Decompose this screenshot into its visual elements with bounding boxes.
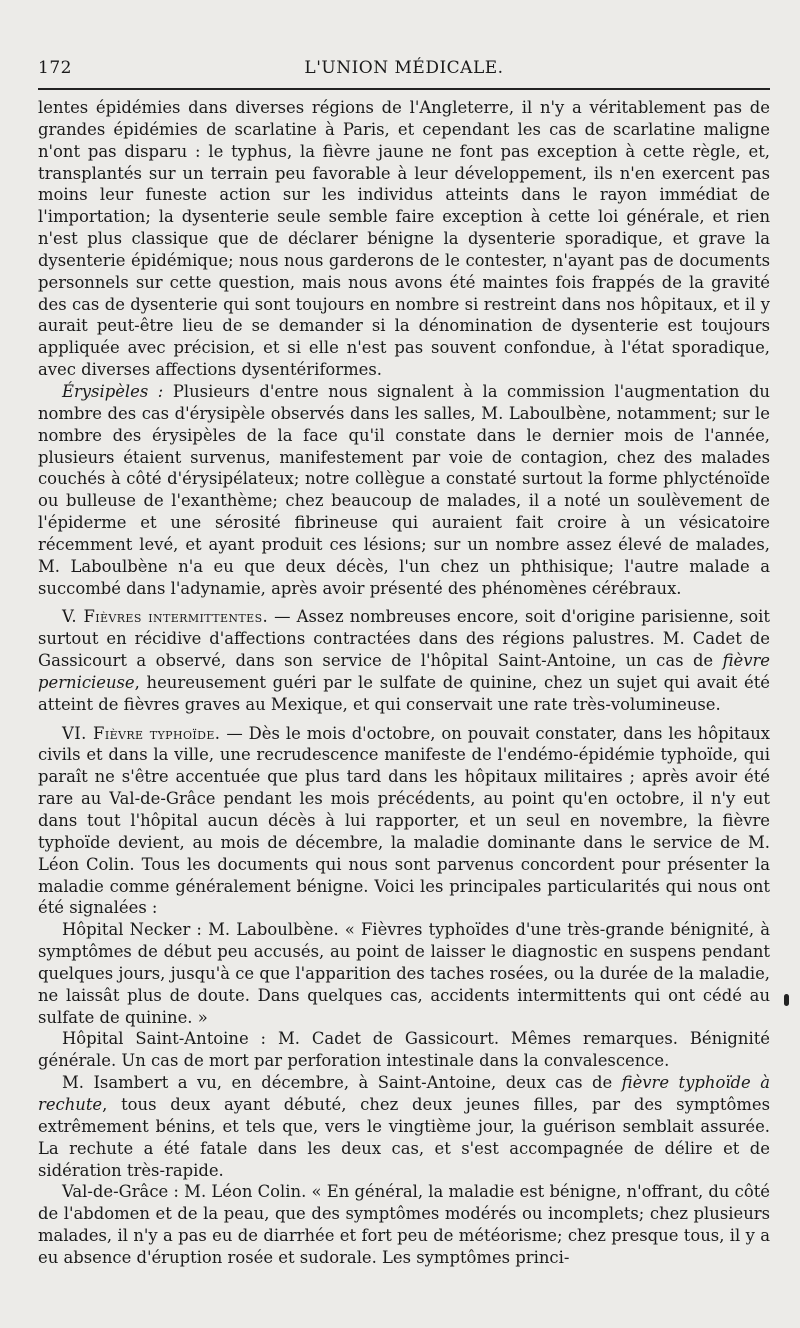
fievres-text-b: , heureusement guéri par le sulfate de quinine, chez un sujet qui avait été atteint de fièvres graves au Mexique, et qui conservait une rate très-volumineuse. — [38, 672, 770, 714]
header-rule — [38, 88, 770, 90]
article-body — [38, 97, 770, 1269]
paragraph-fievre-typhoide — [38, 723, 770, 920]
margin-ink-mark — [784, 994, 789, 1006]
paragraph-hopital-necker: Hôpital Necker : M. Laboulbène. « Fièvres typhoïdes d'une très-grande bénignité, à symptômes de début peu accusés, au point de laisser le diagnostic en suspens pendant quelques jours, jusqu'à ce que l'apparition des taches rosées, ou la durée de la maladie, ne laissât plus de doute. Dans quelques cas, accidents intermittents qui ont cédé au sulfate de quinine. » — [38, 920, 770, 1027]
paragraph-erysipeles — [38, 381, 770, 599]
paragraph-fievres-intermittentes — [38, 606, 770, 715]
isambert-text-a: M. Isambert a vu, en décembre, à Saint-Antoine, deux cas de — [62, 1073, 622, 1093]
paragraph-isambert — [38, 1072, 770, 1181]
isambert-text-b: , tous deux ayant débuté, chez deux jeunes filles, par des symptômes extrêmement bénins, et tels que, vers le vingtième jour, la guérison semblait assurée. La rechute a été fatale dans les deux cas, et s'est accompagnée de délire et de sidération très-rapide. — [38, 1094, 770, 1180]
paragraph-val-de-grace: Val-de-Grâce : M. Léon Colin. « En général, la maladie est bénigne, n'offrant, du côté de l'abdomen et de la peau, que des symptômes modérés ou incomplets; chez plusieurs malades, il n'y a pas eu de diarrhée et fort peu de météorisme; chez presque tous, il y a eu absence d'éruption rosée et sudorale. Les symptômes princi- — [38, 1182, 770, 1267]
typhoide-text: — Dès le mois d'octobre, on pouvait constater, dans les hôpitaux civils et dans la ville, une recrudescence manifeste de l'endémo-épidémie typhoïde, qui paraît ne s'être accentuée que plus tard dans les hôpitaux militaires ; après avoir été rare au Val-de-Grâce pendant les mois précédents, au point qu'en octobre, il n'y eut dans tout l'hôpital aucun décès à lui rapporter, et un seul en novembre, la fièvre typhoïde devient, au mois de décembre, la maladie dominante dans le service de M. Léon Colin. Tous les documents qui nous sont parvenus concordent pour présenter la maladie comme généralement bénigne. Voici les principales particularités qui nous ont été signalées : — [38, 723, 770, 918]
fievres-emphasis: fièvre pernicieuse — [38, 651, 770, 692]
paragraph-hopital-saint-antoine: Hôpital Saint-Antoine : M. Cadet de Gassicourt. Mêmes remarques. Bénignité générale. Un cas de mort par perforation intestinale dans la convalescence. — [38, 1029, 770, 1071]
fievres-text-a: — Assez nombreuses encore, soit d'origine parisienne, soit surtout en récidive d'affections contractées dans des régions palustres. M. Cadet de Gassicourt a observé, dans son service de l'hôpital Saint-Antoine, un cas de — [38, 607, 770, 671]
isambert-emphasis: fièvre typhoïde à rechute — [38, 1073, 770, 1114]
section-heading-v: V. Fièvres intermittentes. — [62, 607, 269, 627]
erysipeles-label: Érysipèles : — [62, 381, 164, 401]
section-heading-vi: VI. Fièvre typhoïde. — [62, 723, 221, 743]
journal-title: L'UNION MÉDICALE. — [304, 58, 504, 78]
page-number: 172 — [38, 58, 72, 78]
running-header — [38, 58, 770, 84]
erysipeles-text: Plusieurs d'entre nous signalent à la commission l'augmentation du nombre des cas d'érysipèle observés dans les salles, M. Laboulbène, notamment; sur le nombre des érysipèles de la face qu'il constate dans le dernier mois de l'année, plusieurs étaient survenus, manifestement par voie de contagion, chez des malades couchés à côté d'érysipélateux; notre collègue a constaté surtout la forme phlycténoïde ou bulleuse de l'exanthème; chez beaucoup de malades, il a noté un soulèvement de l'épiderme et une sérosité fibrineuse qui auraient fait croire à un vésicatoire récemment levé, et ayant produit ces lésions; sur un nombre assez élevé de malades, M. Laboulbène n'a eu que deux décès, l'un chez un phthisique; l'autre malade a succombé dans l'adynamie, après avoir présenté des phénomènes cérébraux. — [38, 381, 770, 598]
paragraph-epidemics: lentes épidémies dans diverses régions de l'Angleterre, il n'y a véritablement pas de grandes épidémies de scarlatine à Paris, et cependant les cas de scarlatine maligne n'ont pas disparu : le typhus, la fièvre jaune ne font pas exception à cette règle, et, transplantés sur un terrain peu favorable à leur développement, ils n'en exercent pas moins leur funeste action sur les individus atteints dans le rayon immédiat de l'importation; la dysenterie seule semble faire exception à cette loi générale, et rien n'est plus classique que de déclarer bénigne la dysenterie sporadique, et grave la dysenterie épidémique; nous nous garderons de le contester, n'ayant pas de documents personnels sur cette question, mais nous avons été maintes fois frappés de la gravité des cas de dysenterie qui sont toujours en nombre si restreint dans nos hôpitaux, et il y aurait peut-être lieu de se demander si la dénomination de dysenterie est toujours appliquée avec précision, et si elle n'est pas souvent confondue, à l'état sporadique, avec diverses affections dysentériformes. — [38, 98, 770, 380]
